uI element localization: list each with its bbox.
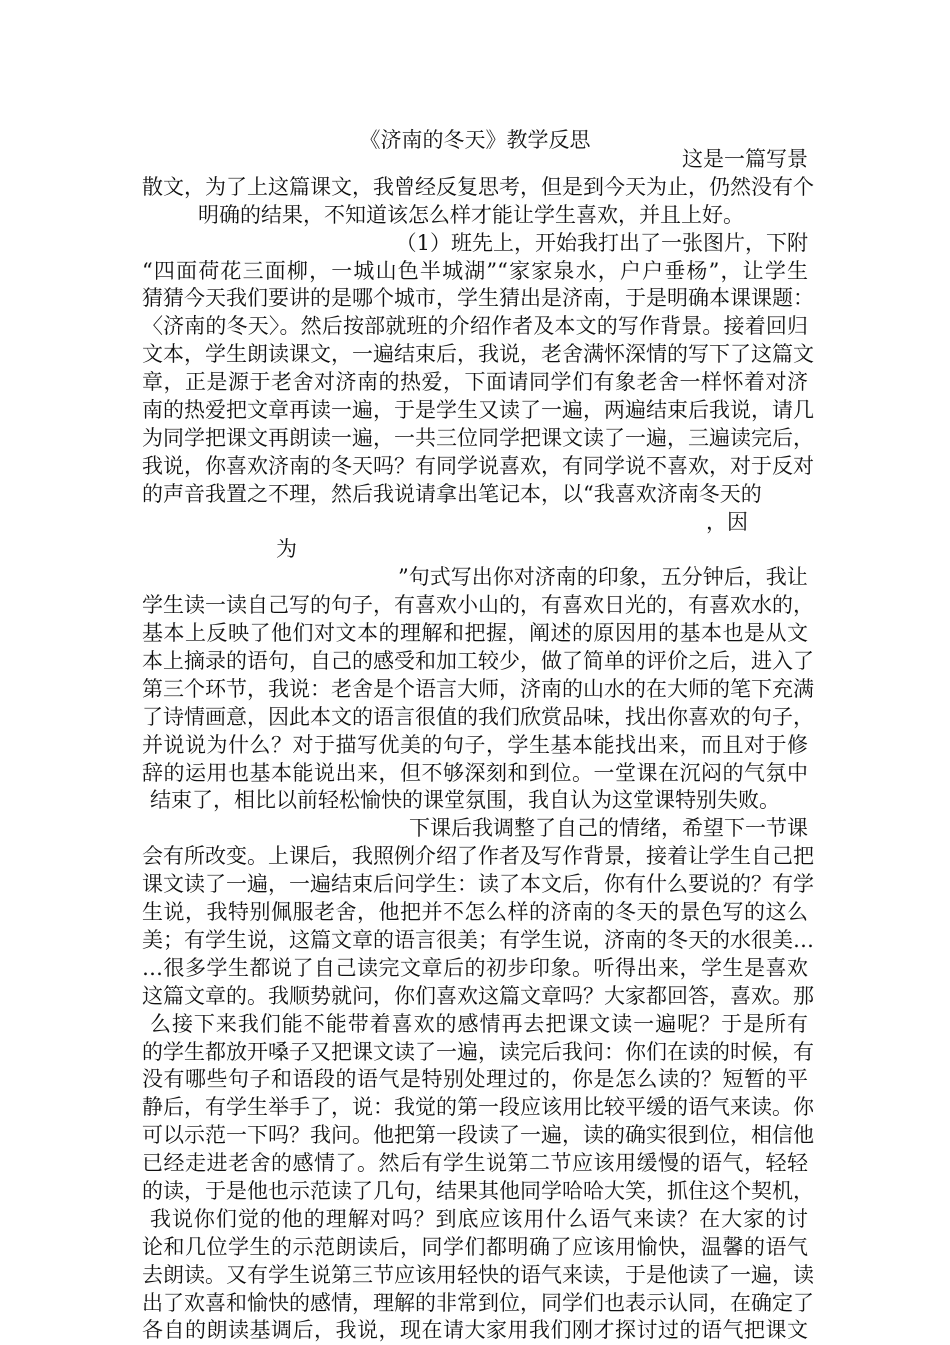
text-line: 章，正是源于老舍对济南的热爱，下面请同学们有象老舍一样怀着对济 [142, 370, 808, 395]
text-line: 辞的运用也基本能说出来，但不够深刻和到位。一堂课在沉闷的气氛中 [142, 760, 808, 785]
text-line: 的读，于是他也示范读了几句，结果其他同学哈哈大笑，抓住这个契机， [142, 1178, 814, 1203]
text-line: 的声音我置之不理，然后我说请拿出笔记本，以“我喜欢济南冬天的 [142, 481, 762, 506]
text-line: 各自的朗读基调后，我说，现在请大家用我们刚才探讨过的语气把课文 [142, 1318, 808, 1343]
text-line: 已经走进老舍的感情了。然后有学生说第二节应该用缓慢的语气，轻轻 [142, 1151, 808, 1176]
text-line: ，因 [706, 509, 748, 534]
text-line: 会有所改变。上课后，我照例介绍了作者及写作背景，接着让学生自己把 [142, 844, 814, 869]
text-line: 为 [276, 537, 297, 562]
text-line: 猜猜今天我们要讲的是哪个城市，学生猜出是济南，于是明确本课课题： [142, 286, 814, 311]
text-line: 本上摘录的语句，自己的感受和加工较少，做了简单的评价之后，进入了 [142, 649, 814, 674]
text-line: 我说，你喜欢济南的冬天吗？有同学说喜欢，有同学说不喜欢，对于反对 [142, 453, 814, 478]
text-line: 可以示范一下吗？我问。他把第一段读了一遍，读的确实很到位，相信他 [142, 1123, 814, 1148]
text-line: 课文读了一遍，一遍结束后问学生：读了本文后，你有什么要说的？有学 [142, 872, 814, 897]
text-line: 散文，为了上这篇课文，我曾经反复思考，但是到今天为止，仍然没有个 [142, 174, 814, 199]
text-line: 去朗读。又有学生说第三节应该用轻快的语气来读，于是他读了一遍，读 [142, 1262, 814, 1287]
text-line: 结束了，相比以前轻松愉快的课堂氛围，我自认为这堂课特别失败。 [150, 788, 780, 813]
text-line: 南的热爱把文章再读一遍，于是学生又读了一遍，两遍结束后我说，请几 [142, 398, 814, 423]
text-line: 为同学把课文再朗读一遍，一共三位同学把课文读了一遍，三遍读完后， [142, 425, 814, 450]
text-line: 明确的结果，不知道该怎么样才能让学生喜欢，并且上好。 [198, 202, 744, 227]
text-line: 这篇文章的。我顺势就问，你们喜欢这篇文章吗？大家都回答，喜欢。那 [142, 983, 814, 1008]
text-line: 〈济南的冬天〉。然后按部就班的介绍作者及本文的写作背景。接着回归 [142, 314, 808, 339]
text-line: 学生读一读自己写的句子，有喜欢小山的，有喜欢日光的，有喜欢水的， [142, 593, 814, 618]
text-line: 没有哪些句子和语段的语气是特别处理过的，你是怎么读的？短暂的平 [142, 1067, 808, 1092]
text-line: 美；有学生说，这篇文章的语言很美；有学生说，济南的冬天的水很美… [142, 927, 814, 952]
text-line: 论和几位学生的示范朗读后，同学们都明确了应该用愉快，温馨的语气 [142, 1234, 808, 1259]
text-line: 我说你们觉的他的理解对吗？到底应该用什么语气来读？在大家的讨 [150, 1206, 808, 1231]
text-line: 下课后我调整了自己的情绪，希望下一节课 [409, 816, 808, 841]
document-body [142, 146, 814, 1345]
text-line: 了诗情画意，因此本文的语言很值的我们欣赏品味，找出你喜欢的句子， [142, 704, 814, 729]
text-line: 出了欢喜和愉快的感情，理解的非常到位，同学们也表示认同，在确定了 [142, 1290, 814, 1315]
text-line: 基本上反映了他们对文本的理解和把握，阐述的原因用的基本也是从文 [142, 621, 808, 646]
document-title: 《济南的冬天》教学反思 [359, 128, 591, 152]
text-line: 静后，有学生举手了，说：我觉的第一段应该用比较平缓的语气来读。你 [142, 1095, 814, 1120]
text-line: 文本，学生朗读课文，一遍结束后，我说，老舍满怀深情的写下了这篇文 [142, 342, 814, 367]
text-line: 这是一篇写景 [682, 147, 808, 171]
text-line: 生说，我特别佩服老舍，他把并不怎么样的济南的冬天的景色写的这么 [142, 900, 808, 925]
text-line: 并说说为什么？对于描写优美的句子，学生基本能找出来，而且对于修 [142, 732, 808, 757]
text-line: 第三个环节，我说：老舍是个语言大师，济南的山水的在大师的笔下充满 [142, 676, 814, 701]
text-line: 么接下来我们能不能带着喜欢的感情再去把课文读一遍呢？于是所有 [150, 1011, 808, 1036]
text-line: …很多学生都说了自己读完文章后的初步印象。听得出来，学生是喜欢 [142, 955, 808, 980]
text-line: ”句式写出你对济南的印象，五分钟后，我让 [398, 565, 808, 590]
text-line: （1）班先上，开始我打出了一张图片，下附 [395, 230, 808, 255]
text-line: 的学生都放开嗓子又把课文读了一遍，读完后我问：你们在读的时候，有 [142, 1039, 814, 1064]
text-line: “四面荷花三面柳，一城山色半城湖”“家家泉水，户户垂杨”，让学生 [142, 258, 808, 283]
